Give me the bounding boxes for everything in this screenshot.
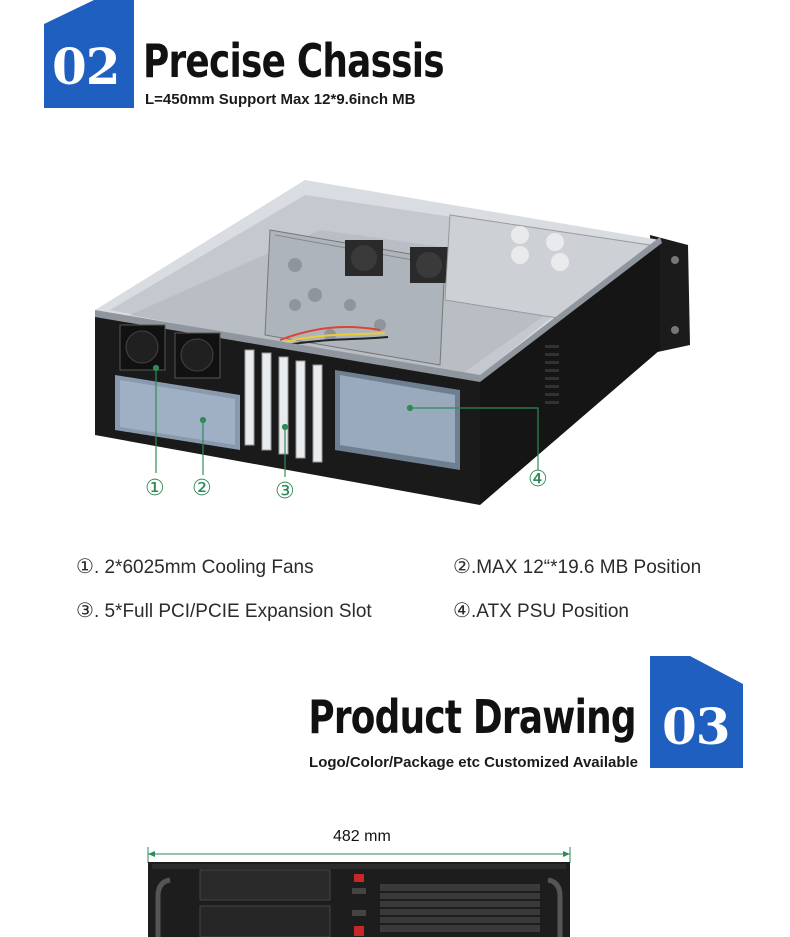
feature-marker: ②	[453, 554, 471, 578]
section-02-header	[0, 0, 790, 120]
section-subtitle: Logo/Color/Package etc Customized Available	[309, 754, 638, 771]
dimension-label: 482 mm	[333, 828, 391, 845]
feature-marker: ④	[453, 598, 471, 622]
callout-3: ③	[275, 479, 295, 504]
feature-text: .MAX 12“*19.6 MB Position	[470, 557, 702, 578]
section-title: Product Drawing	[308, 690, 636, 744]
callout-2: ②	[192, 476, 212, 501]
feature-item	[76, 598, 372, 623]
section-03-header	[0, 650, 790, 780]
section-number: 03	[662, 697, 730, 756]
front-panel-drawing	[148, 862, 570, 937]
callout-1: ①	[145, 476, 165, 501]
section-title: Precise Chassis	[143, 34, 444, 88]
feature-marker: ①	[76, 554, 94, 578]
chassis-image	[90, 175, 700, 515]
feature-text: .ATX PSU Position	[470, 601, 629, 622]
feature-item	[76, 554, 314, 579]
feature-text: . 2*6025mm Cooling Fans	[93, 557, 314, 578]
section-number: 02	[52, 37, 120, 96]
section-subtitle: L=450mm Support Max 12*9.6inch MB	[145, 91, 416, 108]
feature-marker: ③	[76, 598, 94, 622]
feature-item	[453, 598, 629, 623]
feature-item	[453, 554, 701, 579]
feature-text: . 5*Full PCI/PCIE Expansion Slot	[93, 601, 372, 622]
callout-4: ④	[528, 467, 548, 492]
